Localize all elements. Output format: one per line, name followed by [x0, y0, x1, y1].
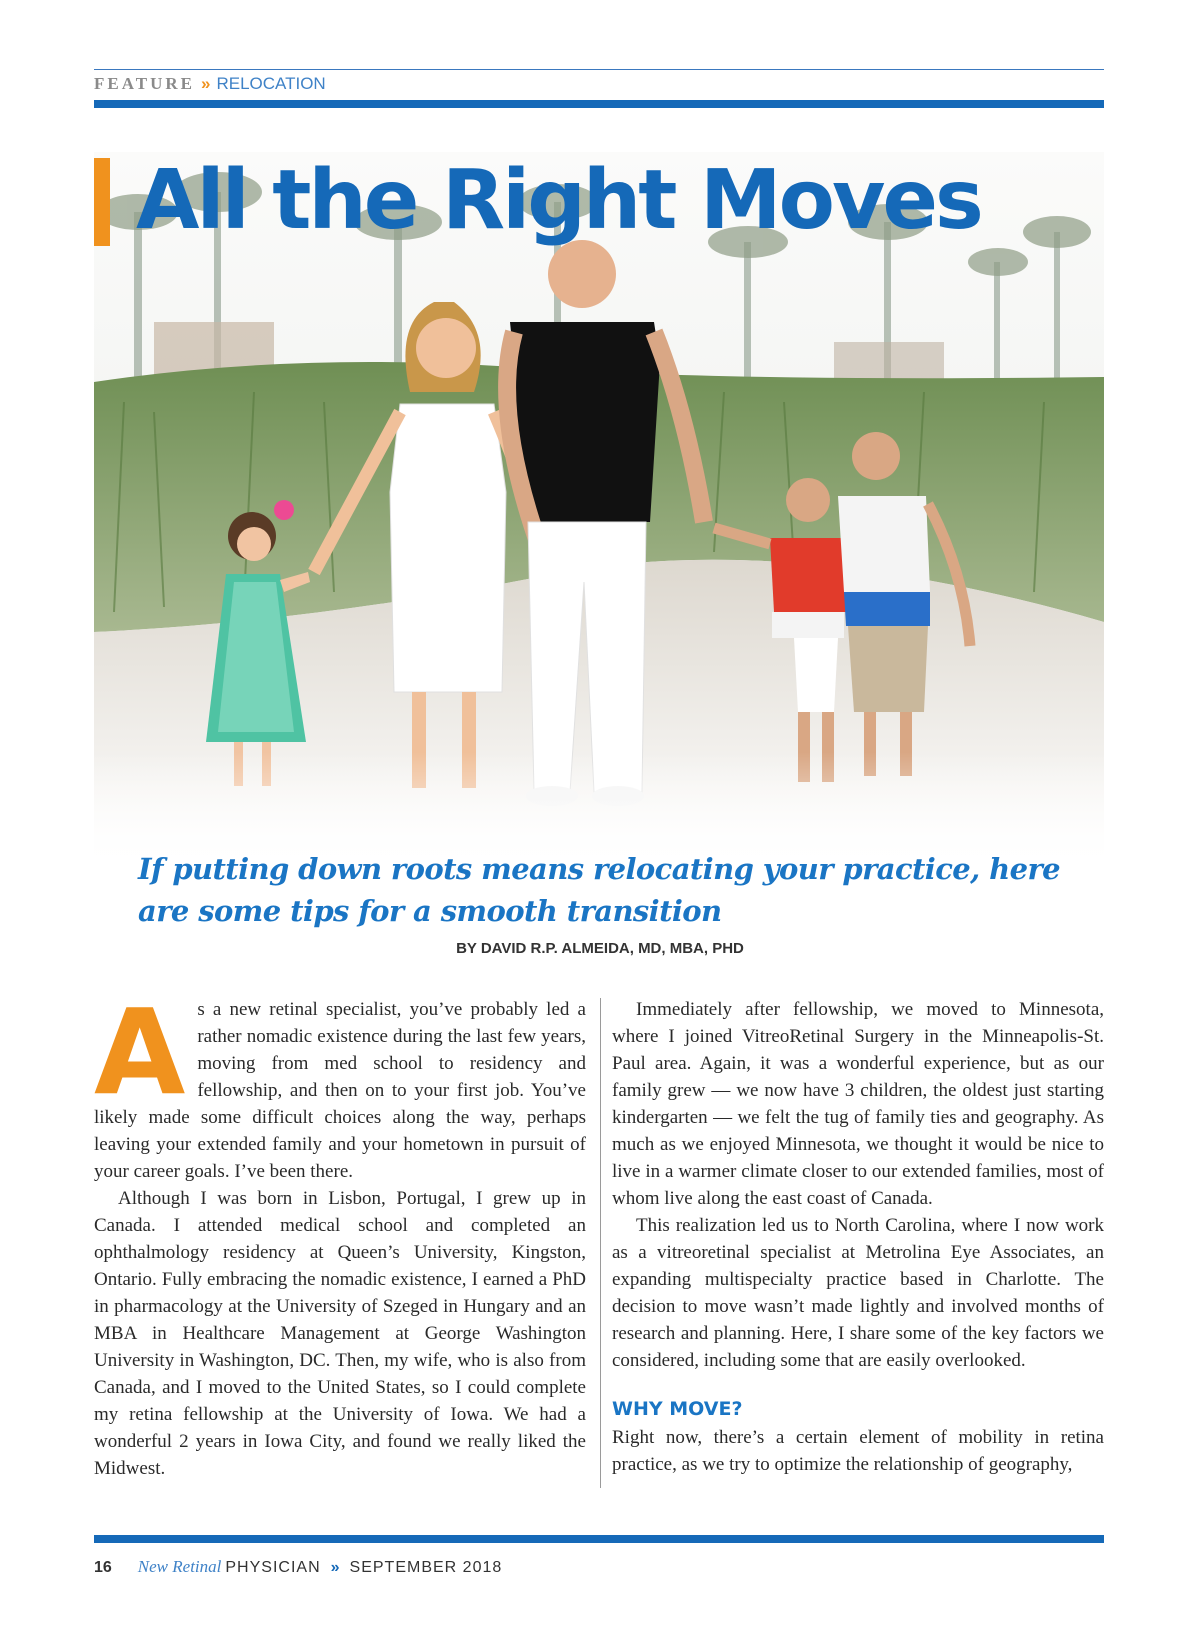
paragraph: Right now, there’s a certain element of mobility in retina practice, as we try to optimize the relationship of geography, — [612, 1427, 1104, 1475]
paragraph: This realization led us to North Carolina, where I now work as a vitreoretinal specialist at Metrolina Eye Associates, an expanding multispecialty practice based in Charlotte. The decision to move wasn’t made lightly and involved months of research and planning. Here, I share some of the key factors we considered, including some that are easily overlooked. — [612, 1215, 1104, 1371]
hero-photo — [94, 152, 1104, 870]
article-title: All the Right Moves — [136, 153, 981, 248]
paragraph — [94, 983, 586, 1185]
publication-name-italic: New Retinal — [137, 1557, 222, 1576]
title-accent-bar — [94, 158, 110, 246]
section-topic: RELOCATION — [216, 74, 326, 93]
column-right — [612, 996, 1104, 1478]
section-name: FEATURE — [94, 74, 195, 93]
section-subhead: WHY MOVE? — [612, 1398, 743, 1420]
header-bar — [94, 100, 1104, 108]
paragraph: Immediately after fellowship, we moved to Minnesota, where I joined VitreoRetinal Surgery in the Minneapolis-St. Paul area. Again, it was a wonderful experience, but as our family grew — we now have 3 children, the oldest just starting kindergarten — we felt the tug of family ties and geography. As much as we enjoyed Minnesota, we thought it would be nice to live in a warmer climate closer to our extended families, most of whom live along the east coast of Canada. — [612, 999, 1104, 1209]
byline: BY DAVID R.P. ALMEIDA, MD, MBA, PHD — [456, 940, 744, 957]
publication-name-caps: PHYSICIAN — [225, 1559, 321, 1576]
header-rule — [94, 69, 1104, 70]
chevron-separator-icon: » — [200, 74, 211, 93]
column-left — [94, 983, 586, 1482]
footer-bar — [94, 1535, 1104, 1543]
chevron-separator-icon: » — [330, 1559, 340, 1576]
section-label — [94, 74, 326, 94]
paragraph: Although I was born in Lisbon, Portugal, I grew up in Canada. I attended medical school and completed an ophthalmology residency at Queen’s University, Kingston, Ontario. Fully embracing the nomadic existence, I earned a PhD in pharmacology at the University of Szeged in Hungary and an MBA in Healthcare Management at George Washington University in Washington, DC. Then, my wife, who is also from Canada, and I moved to the United States, so I could complete my retina fellowship at the University of Iowa. We had a wonderful 2 years in Iowa City, and found we really liked the Midwest. — [94, 1188, 586, 1479]
paragraph-text: s a new retinal specialist, you’ve probably led a rather nomadic existence during the last few years, moving from med school to residency and fellowship, and then on to your first job. You’ve likely made some difficult choices along the way, perhaps leaving your extended family and your hometown in pursuit of your career goals. I’ve been there. — [94, 999, 586, 1182]
article-deck: If putting down roots means relocating your practice, here are some tips for a smooth transition — [138, 852, 1060, 928]
drop-cap: A — [94, 983, 186, 1121]
page-number: 16 — [94, 1559, 112, 1576]
page-footer — [94, 1557, 502, 1578]
issue-date: SEPTEMBER 2018 — [349, 1559, 503, 1576]
column-divider — [600, 998, 601, 1488]
